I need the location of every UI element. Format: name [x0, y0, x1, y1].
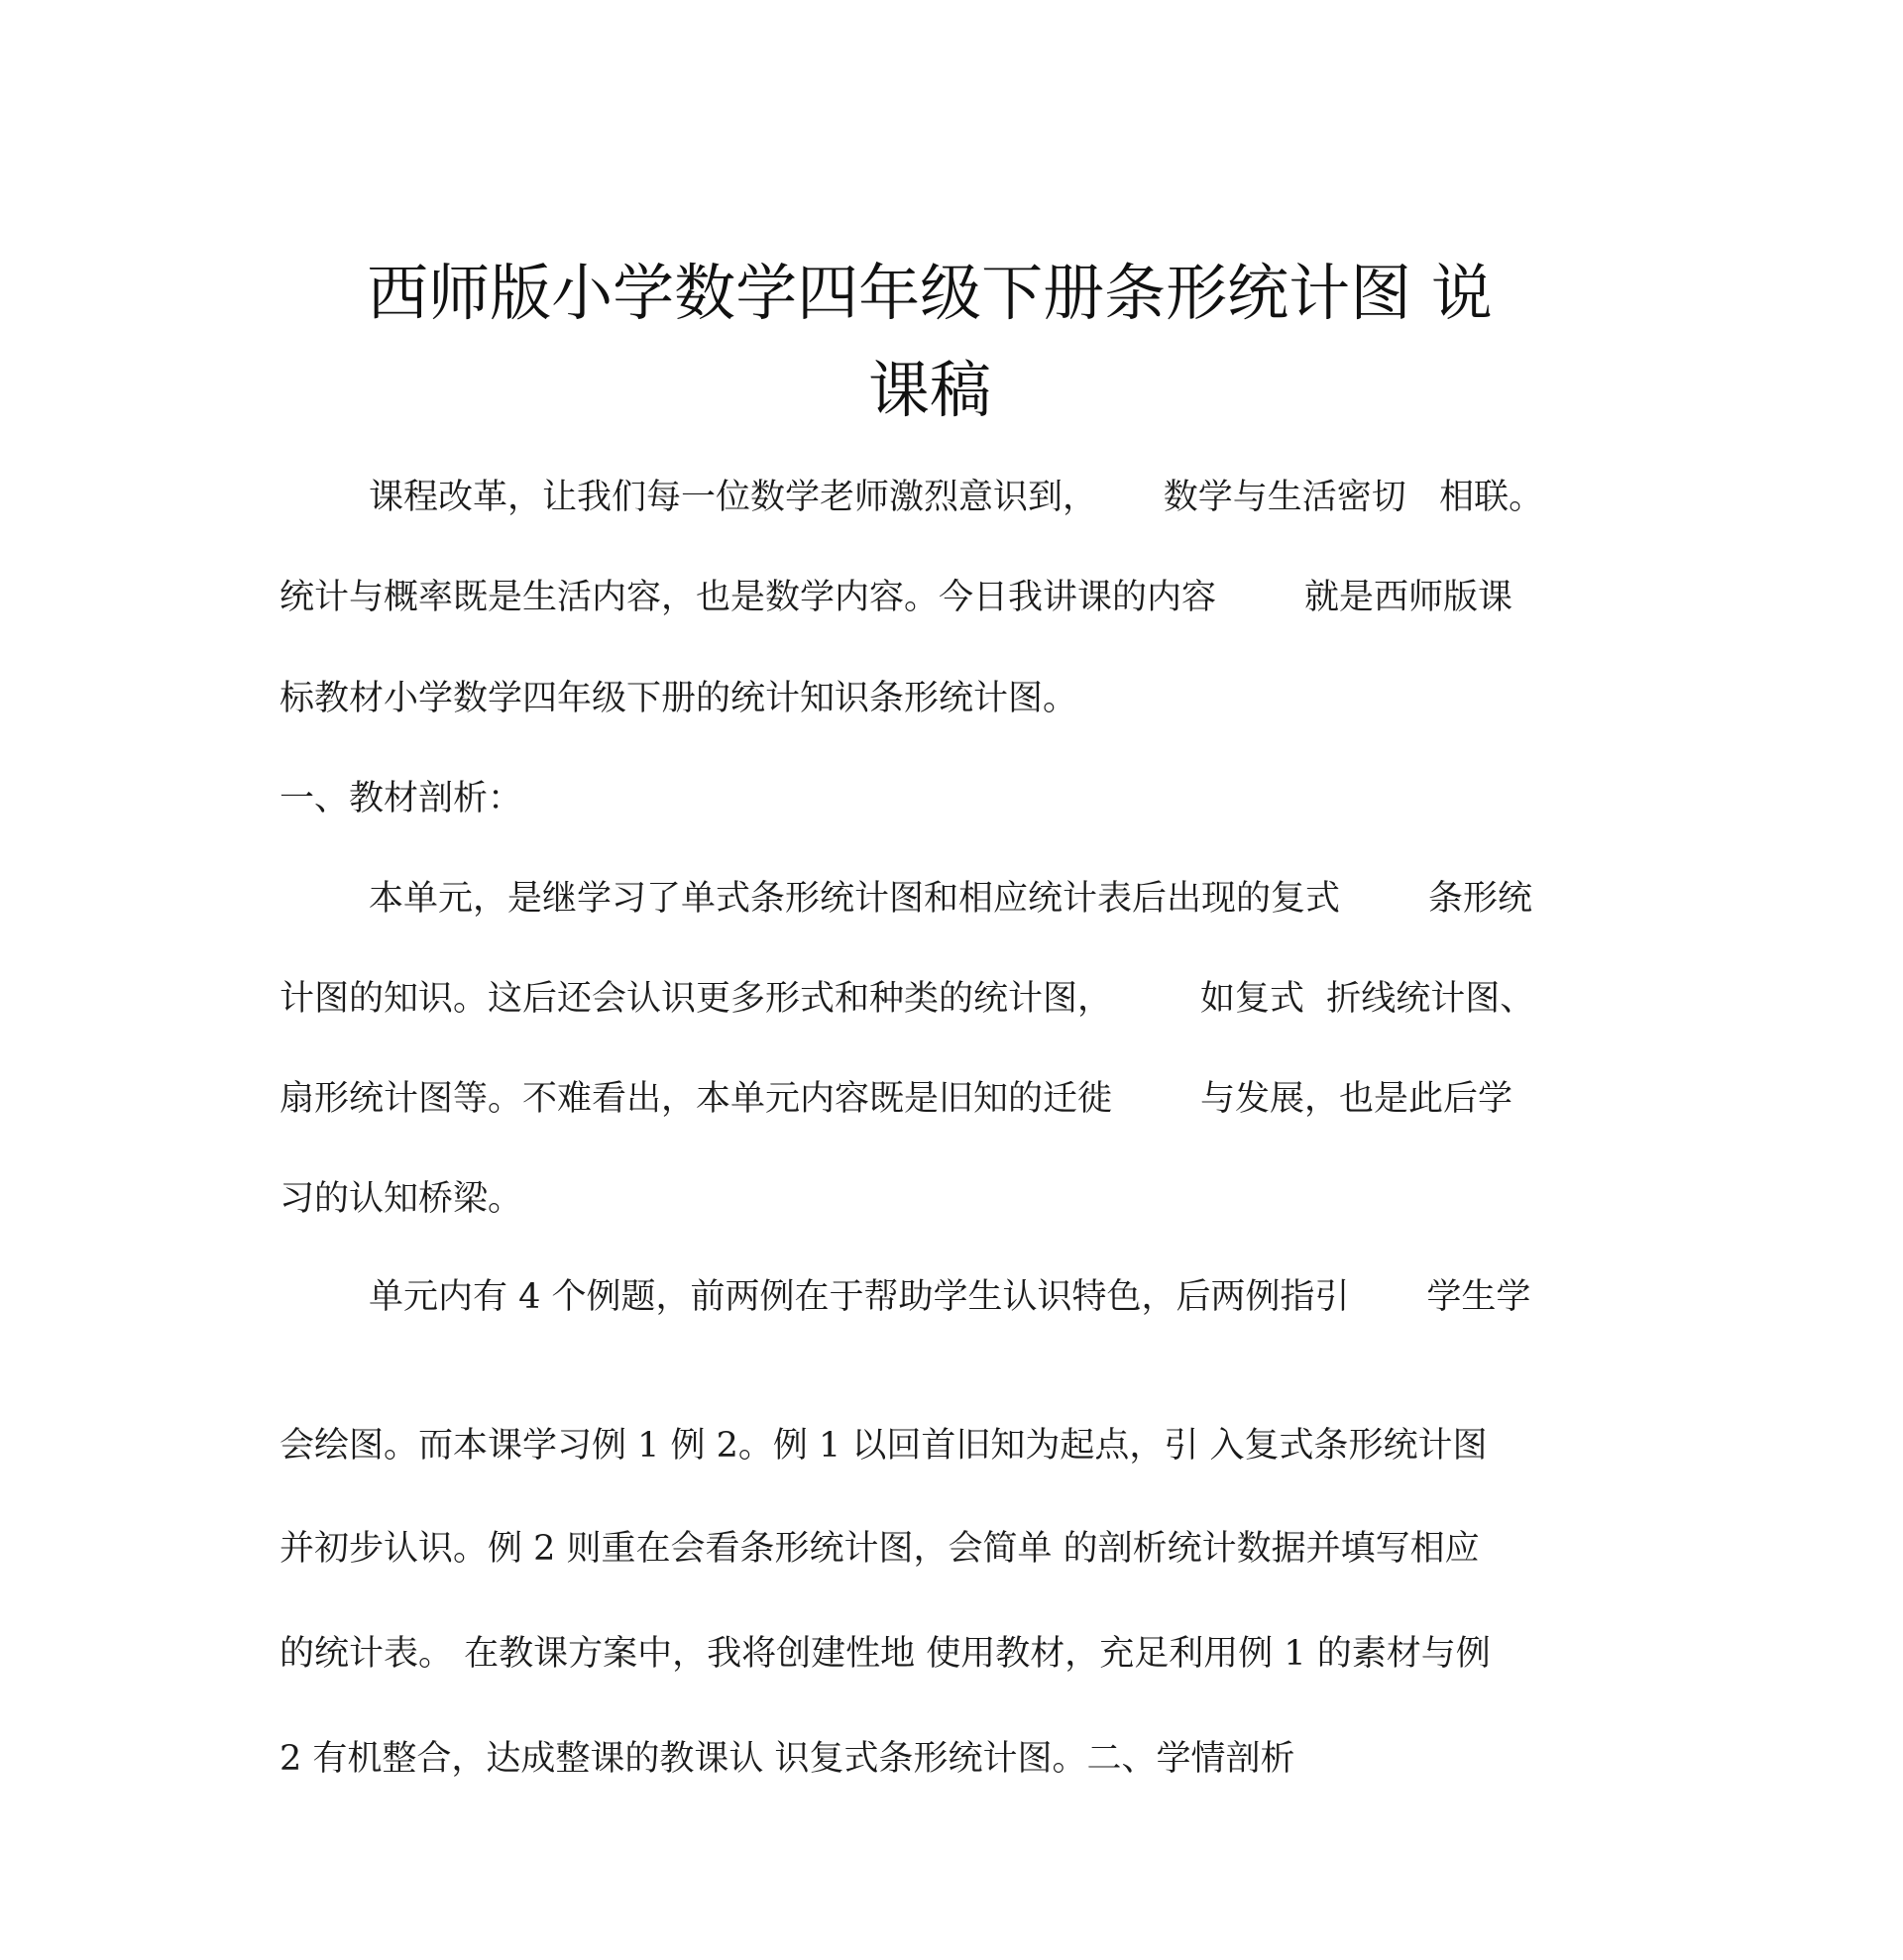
paragraph-line: 并初步认识。例 2 则重在会看条形统计图，会简单 的剖析统计数据并填写相应 [280, 1529, 1480, 1569]
paragraph-line: 本单元，是继学习了单式条形统计图和相应统计表后出现的复式 条形统 [369, 879, 1533, 919]
paragraph-line: 标教材小学数学四年级下册的统计知识条形统计图。 [280, 679, 1078, 718]
paragraph-line: 单元内有 4 个例题，前两例在于帮助学生认识特色，后两例指引 学生学 [369, 1277, 1531, 1317]
paragraph-line: 2 有机整合，达成整课的教课认 识复式条形统计图。二、学情剖析 [280, 1739, 1295, 1779]
paragraph-line: 习的认知桥梁。 [280, 1179, 523, 1219]
paragraph-line: 扇形统计图等。不难看出，本单元内容既是旧知的迁徙 与发展，也是此后学 [280, 1079, 1513, 1119]
document-title-line-1: 西师版小学数学四年级下册条形统计图 说 [367, 257, 1493, 329]
paragraph-line: 课程改革，让我们每一位数学老师激烈意识到， 数学与生活密切 相联。 [369, 478, 1544, 517]
paragraph-line: 会绘图。而本课学习例 1 例 2。例 1 以回首旧知为起点，引 入复式条形统计图 [280, 1426, 1488, 1466]
paragraph-line: 的统计表。 在教课方案中，我将创建性地 使用教材，充足利用例 1 的素材与例 [280, 1634, 1491, 1674]
paragraph-line: 计图的知识。这后还会认识更多形式和种类的统计图， 如复式 折线统计图、 [280, 979, 1535, 1019]
document-title-line-2: 课稿 [867, 354, 991, 426]
section-heading: 一、教材剖析： [280, 779, 523, 818]
paragraph-line: 统计与概率既是生活内容，也是数学内容。今日我讲课的内容 就是西师版课 [280, 578, 1513, 617]
